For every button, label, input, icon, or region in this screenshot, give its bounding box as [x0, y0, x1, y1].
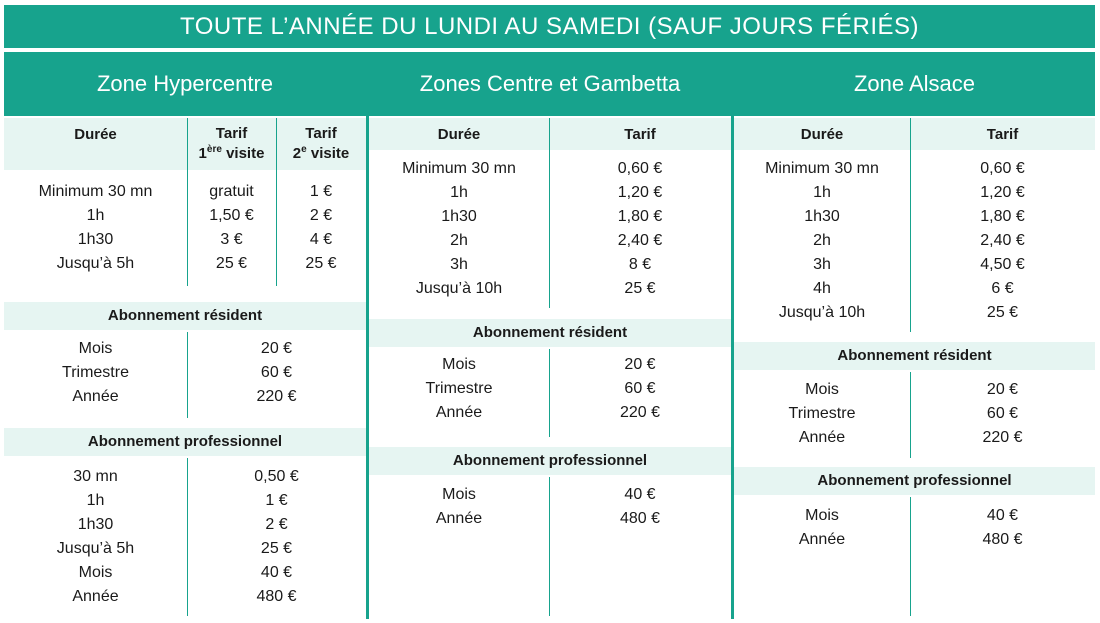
- header-tarif-1-line2: [187, 144, 276, 164]
- header-duree: Durée: [74, 126, 117, 143]
- rate-tarif: 25 €: [624, 280, 656, 297]
- pro-tarif: 480 €: [982, 531, 1023, 548]
- rate-tarif: 1,20 €: [980, 184, 1025, 201]
- zone-centre-column: [369, 52, 731, 619]
- rate-duree: Jusqu’à 10h: [415, 280, 503, 297]
- header-tarif-1: [187, 124, 276, 164]
- resident-duree: Mois: [78, 340, 113, 357]
- rate-tarif-2: 2 €: [309, 207, 333, 224]
- header-tarif-2-num: 2: [292, 145, 302, 162]
- header-duree: Durée: [800, 126, 844, 143]
- resident-title: Abonnement résident: [107, 307, 263, 324]
- rate-tarif-2: 4 €: [309, 231, 333, 248]
- pro-tarif: 40 €: [624, 486, 656, 503]
- pro-tarif: 480 €: [619, 510, 661, 527]
- rate-tarif: 2,40 €: [980, 232, 1025, 249]
- resident-tarif: 220 €: [256, 388, 297, 405]
- resident-title: Abonnement résident: [472, 324, 628, 341]
- pro-duree: Mois: [78, 564, 113, 581]
- rate-tarif: 4,50 €: [980, 256, 1025, 273]
- rate-duree: 2h: [813, 232, 831, 249]
- rate-duree: 1h30: [77, 231, 114, 248]
- rate-duree: Minimum 30 mn: [765, 160, 879, 177]
- header-tarif-1-num: 1: [198, 145, 207, 162]
- pro-tarif: 0,50 €: [254, 468, 299, 485]
- resident-tarif: 60 €: [260, 364, 293, 381]
- rate-tarif-2: 1 €: [309, 183, 333, 200]
- header-tarif-2-visite: visite: [310, 145, 350, 162]
- zone-centre-title: Zones Centre et Gambetta: [369, 52, 731, 116]
- header-tarif-2-line1: Tarif: [305, 125, 337, 142]
- rate-tarif-1: 3 €: [220, 231, 243, 248]
- resident-duree: Trimestre: [425, 380, 493, 397]
- header-tarif-1-sup: ère: [206, 144, 222, 155]
- pro-title: Abonnement professionnel: [817, 472, 1012, 489]
- rate-tarif: 6 €: [991, 280, 1014, 297]
- resident-duree: Année: [798, 429, 846, 446]
- rate-tarif: 25 €: [986, 304, 1019, 321]
- rate-tarif: 1,80 €: [980, 208, 1025, 225]
- rate-tarif: 0,60 €: [980, 160, 1025, 177]
- resident-duree: Année: [72, 388, 119, 405]
- pro-tarif: 2 €: [265, 516, 288, 533]
- rate-duree: 4h: [813, 280, 831, 297]
- rate-tarif: 8 €: [628, 256, 652, 273]
- pro-duree: Année: [798, 531, 846, 548]
- resident-tarif: 60 €: [624, 380, 656, 397]
- rate-duree: 3h: [450, 256, 468, 273]
- resident-tarif: 220 €: [619, 404, 661, 421]
- pro-duree: Mois: [805, 507, 839, 524]
- pro-tarif: 40 €: [986, 507, 1019, 524]
- resident-duree: Année: [435, 404, 483, 421]
- pro-tarif: 1 €: [265, 492, 288, 509]
- rate-duree: Jusqu’à 10h: [778, 304, 866, 321]
- header-tarif-1-line1: Tarif: [215, 125, 248, 142]
- rate-duree: 2h: [450, 232, 468, 249]
- pro-title: Abonnement professionnel: [87, 433, 283, 450]
- pro-title: Abonnement professionnel: [452, 452, 648, 469]
- rate-duree: 1h30: [441, 208, 477, 225]
- header-tarif: Tarif: [624, 126, 656, 143]
- rate-duree: 1h: [813, 184, 831, 201]
- resident-title: Abonnement résident: [837, 347, 992, 364]
- resident-duree: Mois: [442, 356, 476, 373]
- rate-tarif: 2,40 €: [617, 232, 663, 249]
- rate-tarif: 0,60 €: [617, 160, 663, 177]
- zone-alsace-title: Zone Alsace: [734, 52, 1095, 116]
- rate-duree: 1h: [86, 207, 105, 224]
- pro-duree: Mois: [442, 486, 476, 503]
- header-duree: Durée: [437, 126, 481, 143]
- rate-tarif-1: 25 €: [215, 255, 248, 272]
- pro-tarif: 40 €: [260, 564, 293, 581]
- rate-tarif: 1,80 €: [617, 208, 663, 225]
- pro-duree: 30 mn: [73, 468, 118, 485]
- resident-tarif: 20 €: [986, 381, 1019, 398]
- rate-duree: Jusqu’à 5h: [56, 255, 135, 272]
- rate-duree: Minimum 30 mn: [38, 183, 153, 200]
- rate-tarif-1: 1,50 €: [209, 207, 254, 224]
- pro-duree: Jusqu’à 5h: [56, 540, 135, 557]
- header-tarif-1-visite: visite: [226, 145, 265, 162]
- rate-duree: 1h: [450, 184, 468, 201]
- pro-duree: 1h: [86, 492, 105, 509]
- resident-duree: Trimestre: [62, 364, 129, 381]
- header-tarif-2-line2: [276, 144, 366, 164]
- zone-hypercentre-column: [4, 52, 366, 619]
- zone-hypercentre-title: Zone Hypercentre: [4, 52, 366, 116]
- rate-tarif-2: 25 €: [305, 255, 337, 272]
- pro-tarif: 25 €: [260, 540, 293, 557]
- rate-duree: 1h30: [804, 208, 840, 225]
- resident-tarif: 220 €: [982, 429, 1023, 446]
- pro-duree: Année: [72, 588, 119, 605]
- header-tarif-2: [276, 124, 366, 164]
- resident-duree: Mois: [805, 381, 839, 398]
- header-tarif-2-sup: e: [301, 144, 307, 155]
- rate-duree: Minimum 30 mn: [402, 160, 516, 177]
- pro-duree: 1h30: [77, 516, 114, 533]
- pro-duree: Année: [435, 510, 483, 527]
- page-banner: TOUTE L’ANNÉE DU LUNDI AU SAMEDI (SAUF JOURS FÉRIÉS): [4, 5, 1095, 48]
- resident-tarif: 20 €: [260, 340, 293, 357]
- rate-tarif: 1,20 €: [617, 184, 663, 201]
- resident-duree: Trimestre: [788, 405, 856, 422]
- pro-tarif: 480 €: [256, 588, 297, 605]
- header-tarif: Tarif: [986, 126, 1019, 143]
- resident-tarif: 60 €: [986, 405, 1019, 422]
- rate-tarif-1: gratuit: [209, 183, 254, 200]
- rate-duree: 3h: [813, 256, 831, 273]
- zone-alsace-column: [734, 52, 1095, 619]
- resident-tarif: 20 €: [624, 356, 656, 373]
